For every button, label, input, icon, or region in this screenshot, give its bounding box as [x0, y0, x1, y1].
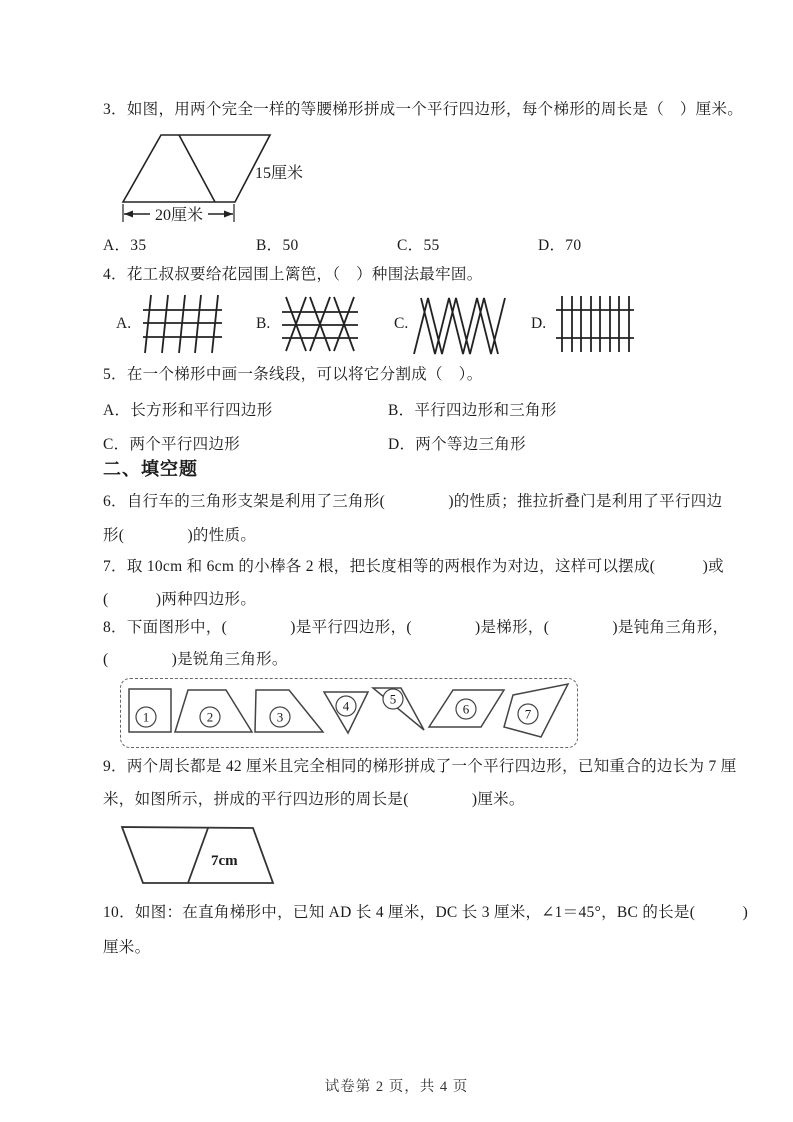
shape-5-number: 5 [389, 691, 397, 707]
fence-b-lines [282, 297, 358, 351]
shape-3-right-trapezoid [255, 690, 323, 732]
fence-a-lines [143, 295, 222, 353]
q3-option-a: A．35 [103, 237, 147, 254]
shape-3-number: 3 [276, 709, 284, 725]
q5-option-b: B．平行四边形和三角形 [388, 402, 557, 419]
question-9-line1: 9．两个周长都是 42 厘米且完全相同的梯形拼成了一个平行四边形，已知重合的边长为 7 厘 [103, 758, 737, 775]
question-10-line1: 10．如图：在直角梯形中，已知 AD 长 4 厘米，DC 长 3 厘米，∠1＝45°，BC 的长是( ) [103, 904, 749, 921]
fence-d-lines [556, 296, 634, 352]
shared-side-line [188, 828, 208, 883]
question-6-line2: 形( )的性质。 [103, 527, 257, 544]
q3-option-b: B．50 [256, 237, 299, 254]
section-2-title: 二、填空题 [103, 459, 198, 479]
arrowhead-left-icon [124, 211, 133, 218]
shared-side-label: 7cm [211, 853, 238, 869]
shape-4-number: 4 [342, 698, 350, 714]
question-8-shapes-box [120, 678, 578, 748]
q5-option-c: C．两个平行四边形 [103, 436, 241, 453]
question-6-line1: 6．自行车的三角形支架是利用了三角形( )的性质；推拉折叠门是利用了平行四边 [103, 493, 723, 510]
question-8-line2: ( )是锐角三角形。 [103, 651, 288, 668]
q4-fence-b-cross-figure [278, 292, 362, 356]
question-7-line2: ( )两种四边形。 [103, 591, 257, 608]
question-9-line2: 米，如图所示，拼成的平行四边形的周长是( )厘米。 [103, 791, 525, 808]
page-footer: 试卷第 2 页，共 4 页 [324, 1079, 469, 1095]
q4-option-b-label: B. [256, 315, 271, 332]
leg-dimension-label: 15厘米 [255, 165, 304, 182]
arrowhead-right-icon [224, 211, 233, 218]
shape-6-number: 6 [462, 701, 470, 717]
q5-option-a: A．长方形和平行四边形 [103, 402, 273, 419]
fence-c-lines [414, 298, 505, 354]
shape-number-badges [136, 689, 538, 727]
question-9-figure-parallelogram [115, 818, 290, 893]
base-dimension-label: 20厘米 [154, 207, 204, 224]
question-7-line1: 7．取 10cm 和 6cm 的小棒各 2 根，把长度相等的两根作为对边，这样可以摆成( )或 [103, 558, 724, 575]
question-4-text: 4．花工叔叔要给花园围上篱笆，（ ）种围法最牢固。 [103, 266, 483, 283]
question-10-line2: 厘米。 [103, 939, 151, 956]
q3-option-c: C．55 [397, 237, 440, 254]
question-3-text: 3．如图，用两个完全一样的等腰梯形拼成一个平行四边形，每个梯形的周长是（ ）厘米。 [103, 101, 744, 118]
q4-option-d-label: D. [531, 315, 547, 332]
shape-7-number: 7 [524, 706, 532, 722]
q4-fence-c-zigzag-figure [412, 294, 506, 356]
question-5-text: 5．在一个梯形中画一条线段，可以将它分割成（ ）。 [103, 366, 483, 383]
q4-option-a-label: A. [116, 315, 132, 332]
q3-option-d: D．70 [538, 237, 582, 254]
q4-fence-a-grid-figure [138, 292, 226, 356]
q4-option-c-label: C. [394, 315, 409, 332]
trapezoid-divider-line [179, 135, 215, 202]
q5-option-d: D．两个等边三角形 [388, 436, 526, 453]
q4-fence-d-vertical-figure [554, 292, 636, 356]
question-8-line1: 8．下面图形中，( )是平行四边形，( )是梯形，( )是钝角三角形， [103, 619, 729, 636]
shape-1-number: 1 [142, 709, 150, 725]
question-8-shapes-figure [121, 679, 576, 746]
shape-2-number: 2 [206, 709, 214, 725]
question-3-figure-parallelogram [103, 130, 333, 228]
